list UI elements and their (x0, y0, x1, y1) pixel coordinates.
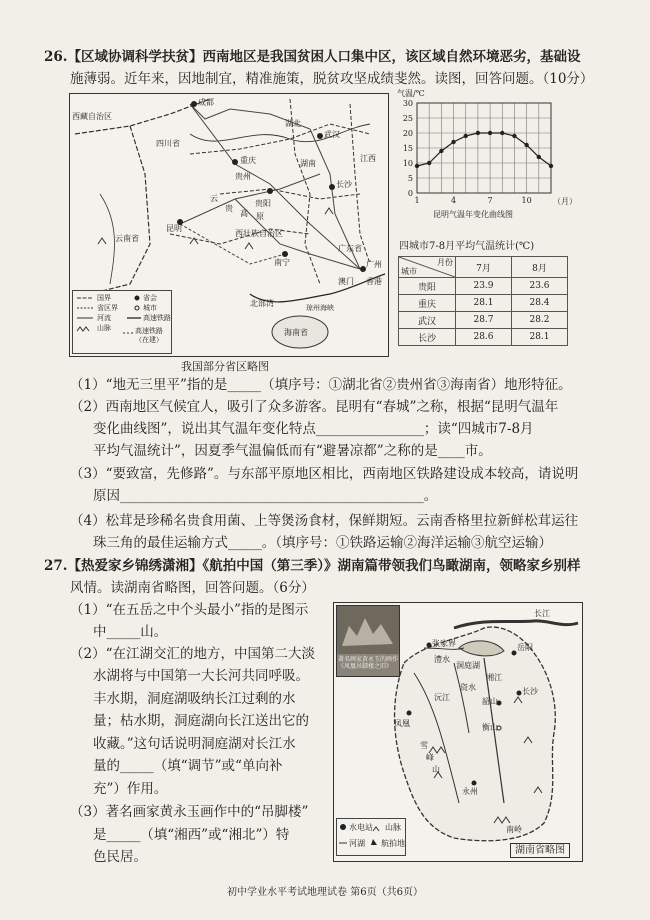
label-jiangxi: 江西 (360, 154, 376, 163)
hunan-map-caption: 湖南省略图 (510, 843, 570, 858)
legend-province: 省区界 (97, 304, 118, 312)
q26-sub4a: （4）松茸是珍稀名贵食用菌、上等煲汤食材，保鲜期短。云南香格里拉新鲜松茸运往 (70, 513, 579, 529)
hunan-legend (336, 818, 406, 856)
label-shan: 山 (432, 765, 440, 774)
temperature-point (512, 134, 516, 138)
q27-sub3a: （3）著名画家黄永玉画作中的“吊脚楼” (70, 804, 309, 820)
label-sichuan: 四川省 (156, 139, 180, 148)
label-guiyang: 贵阳 (255, 199, 271, 208)
label-chongqing: 重庆 (240, 156, 256, 165)
temperature-point (476, 131, 480, 135)
temperature-point (537, 155, 541, 159)
legend-mountain: 山脉 (97, 324, 111, 332)
label-gao: 高 (240, 209, 248, 218)
q26-sub3a: （3）“要致富，先修路”。与东部平原地区相比，西南地区铁路建设成本较高，请说明 (70, 466, 579, 482)
corner-city: 城市 (401, 267, 417, 276)
southwest-map (69, 93, 389, 357)
label-guangzhou: 广州 (366, 260, 382, 269)
temperature-point (488, 131, 492, 135)
header-aug: 8月 (512, 257, 568, 278)
label-yuan: 原 (256, 212, 264, 221)
label-hengshan: 衡山 (482, 723, 498, 732)
kunming-title: 昆明气温年变化曲线图 (433, 210, 513, 219)
y-tick-label: 10 (402, 159, 413, 168)
label-guizhou: 贵州 (235, 172, 251, 181)
hunan-map (333, 602, 583, 862)
q26-sub1: （1）“地无三里平”指的是_____（填序号：①湖北省②贵州省③海南省）地形特征。 (70, 377, 572, 393)
q26-intro: 施薄弱。近年来，因地制宜，精准施策，脱贫攻坚成绩斐然。读图，回答问题。（10分） (70, 71, 594, 87)
kunming-chart (393, 89, 588, 239)
label-macau: 澳门 (338, 277, 354, 286)
page-footer: 初中学业水平考试地理试卷 第6页（共6页） (227, 887, 423, 898)
jul-cell: 28.7 (456, 312, 512, 329)
table-row (399, 278, 568, 295)
aug-cell: 28.4 (512, 295, 568, 312)
legend-hydro: 水电站 (349, 823, 373, 832)
legend-hsr: 高速铁路 (143, 314, 171, 322)
jul-cell: 23.9 (456, 278, 512, 295)
label-lishui: 澧水 (434, 655, 450, 664)
q26-sub2c: 平均气温统计”，因夏季气温偏低而有“避暑凉都”之称的是____市。 (93, 443, 492, 459)
q27-sub2g: 充”）作用。 (93, 781, 168, 797)
y-tick-label: 5 (407, 174, 413, 183)
painting-image (337, 606, 399, 654)
y-tick-label: 15 (402, 144, 413, 153)
y-tick-label: 20 (402, 129, 413, 138)
q26-sub2b: 变化曲线图”，说出其气温年变化特点________________；读“四城市7-8月 (93, 421, 534, 437)
label-xiangjiang: 湘江 (486, 673, 502, 682)
q27-sub1a: （1）“在五岳之中个头最小”指的是图示 (70, 602, 309, 618)
label-yunnan: 云南省 (115, 234, 139, 243)
kunming-ylabel: 气温/℃ (397, 89, 425, 98)
x-tick-label: 7 (487, 196, 493, 205)
temperature-point (451, 140, 455, 144)
label-hunan: 湖南 (300, 159, 316, 168)
legend-mountain-hn: 山脉 (385, 823, 401, 832)
label-feng: 峰 (426, 753, 434, 762)
q27-sub2c: 丰水期，洞庭湖吸纳长江过剩的水 (93, 691, 296, 707)
x-tick-label: 1 (414, 196, 420, 205)
label-yueyang: 岳阳 (517, 643, 533, 652)
label-hainan: 海南省 (284, 328, 308, 337)
q27-sub3c: 色民居。 (93, 849, 147, 865)
label-dongting: 洞庭湖 (456, 661, 480, 670)
label-wuhan: 武汉 (324, 130, 340, 139)
table-row (399, 312, 568, 329)
header-jul: 7月 (456, 257, 512, 278)
table-row (399, 295, 568, 312)
legend-river: 河流 (97, 314, 111, 322)
legend-border: 国界 (97, 294, 111, 302)
city-cell: 长沙 (399, 329, 456, 346)
label-nanning: 南宁 (274, 258, 290, 267)
q27-sub2a: （2）“在江湖交汇的地方，中国第二大淡 (70, 646, 315, 662)
q27-sub2f: 量的_____（填“调节”或“单向补 (93, 758, 283, 774)
legend-city: 城市 (143, 304, 157, 312)
label-xue: 雪 (420, 741, 428, 750)
legend-river-lake: 河湖 (349, 839, 365, 848)
table-corner (399, 257, 456, 278)
q26-sub2a: （2）西南地区气候宜人，吸引了众多游客。昆明有“春城”之称，根据“昆明气温年 (70, 399, 559, 415)
x-tick-label: 4 (450, 196, 457, 205)
y-tick-label: 25 (402, 114, 413, 123)
q27-sub2d: 量；枯水期，洞庭湖向长江送出它的 (93, 713, 309, 729)
label-zhangjiajie: 张家界 (432, 639, 456, 648)
q27-title: 27.【热爱家乡锦绣潇湘】《航拍中国（第三季）》湖南篇带领我们鸟瞰湖南，领略家乡别样 (44, 558, 581, 574)
label-yun: 云 (210, 194, 218, 203)
label-changjiang: 长江 (534, 609, 550, 618)
label-yuanjiang: 沅江 (434, 693, 450, 702)
q27-sub3b: 是_____（填“湘西”或“湘北”）特 (93, 827, 290, 843)
temperature-point (524, 143, 528, 147)
label-guangdong: 广东省 (338, 244, 362, 253)
label-beibu: 北部湾 (250, 299, 274, 308)
corner-month: 月份 (437, 258, 453, 267)
temperature-point (464, 134, 468, 138)
label-changsha: 长沙 (336, 180, 352, 189)
temperature-point (439, 149, 443, 153)
q26-sub3b: 原因_____________________________________________。 (93, 488, 438, 504)
legend-capital: 省会 (143, 294, 157, 302)
temperature-point (415, 164, 419, 168)
x-tick-label: 10 (521, 196, 532, 205)
table-row (399, 329, 568, 346)
temperature-table (398, 256, 568, 346)
label-hongkong: 香港 (366, 277, 382, 286)
label-fenghuang: 凤凰 (394, 719, 410, 728)
label-chengdu: 成都 (198, 98, 214, 107)
label-guangxi: 西壮族自治区 (235, 229, 283, 238)
label-nanling: 南岭 (506, 825, 522, 834)
kunming-xlabel: （月） (553, 197, 577, 206)
jul-cell: 28.1 (456, 295, 512, 312)
q26-sub4b: 珠三角的最佳运输方式_____。（填序号：①铁路运输②海洋运输③航空运输） (93, 535, 552, 551)
label-kunming: 昆明 (166, 224, 182, 233)
label-zishui: 资水 (460, 683, 476, 692)
city-cell: 武汉 (399, 312, 456, 329)
table-title: 四城市7-8月平均气温统计(℃) (399, 241, 535, 252)
label-qiongzhou: 琼州海峡 (306, 304, 334, 312)
jul-cell: 28.6 (456, 329, 512, 346)
label-xizang: 西藏自治区 (72, 112, 112, 121)
aug-cell: 28.1 (512, 329, 568, 346)
city-cell: 贵阳 (399, 278, 456, 295)
y-tick-label: 30 (402, 99, 413, 108)
q27-sub2e: 收藏。”这句话说明洞庭湖对长江水 (93, 736, 296, 752)
temperature-point (427, 161, 431, 165)
label-hubei: 湖北 (285, 119, 301, 128)
painting-inset (336, 605, 400, 677)
y-tick-label: 0 (407, 189, 413, 198)
label-gui: 贵 (225, 204, 233, 213)
q27-intro: 风情。读湖南省略图，回答问题。（6分） (70, 580, 315, 596)
q27-sub2b: 水湖将与中国第一大长河共同呼吸。 (93, 668, 309, 684)
city-cell: 重庆 (399, 295, 456, 312)
temperature-point (549, 164, 553, 168)
temperature-line (417, 133, 551, 166)
label-yongzhou: 永州 (462, 787, 478, 796)
label-shaoshan: 韶山 (482, 697, 498, 706)
q27-sub1b: 中_____山。 (93, 624, 168, 640)
southwest-map-caption: 我国部分省区略图 (181, 360, 269, 373)
aug-cell: 23.6 (512, 278, 568, 295)
label-changsha-hn: 长沙 (522, 687, 538, 696)
map-legend (72, 290, 172, 354)
temperature-point (500, 131, 504, 135)
legend-aerial: 航拍地 (381, 839, 405, 848)
legend-hsr-building: 高速铁路（在建） (135, 327, 163, 344)
q26-title: 26.【区域协调科学扶贫】西南地区是我国贫困人口集中区，该区域自然环境恶劣，基础设 (44, 49, 581, 65)
painting-caption: 著名画家黄永玉的画作《凤凰吊脚楼之旧》 (338, 656, 399, 670)
aug-cell: 28.2 (512, 312, 568, 329)
